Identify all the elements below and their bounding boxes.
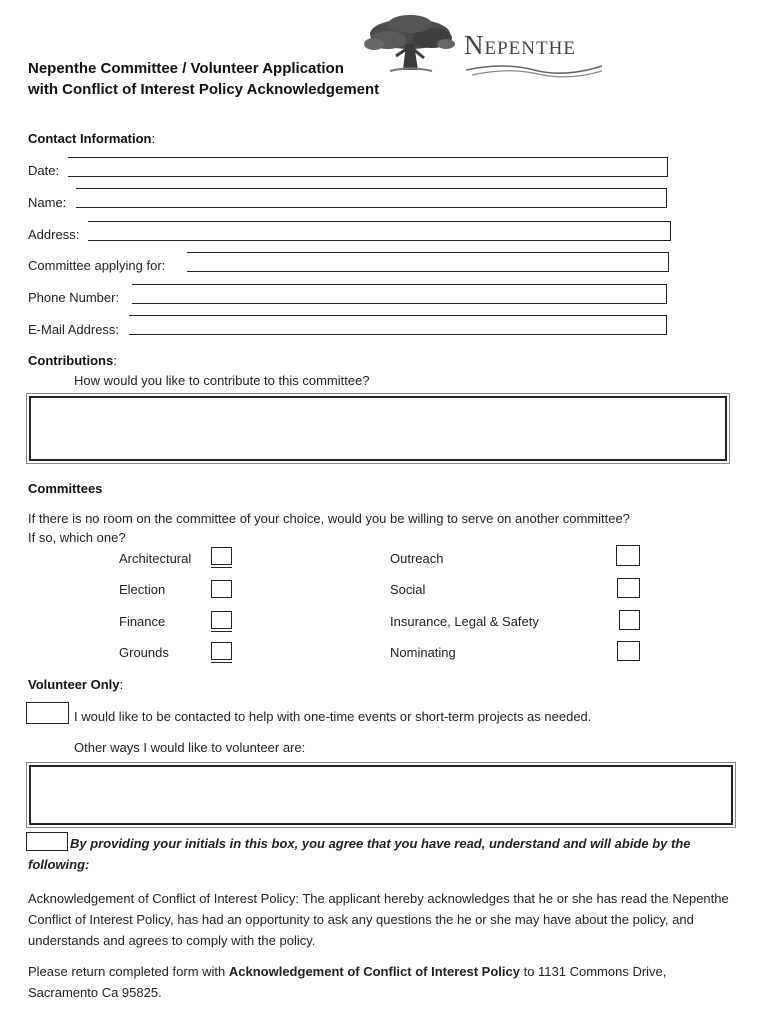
date-label: Date: <box>28 163 60 178</box>
title-line-2: with Conflict of Interest Policy Acknowledgement <box>28 81 380 98</box>
initials-box[interactable] <box>26 832 68 851</box>
contributions-prompt: How would you like to contribute to this committee? <box>74 373 370 388</box>
committee-label-finance: Finance <box>119 614 166 629</box>
committee-label-election: Election <box>119 582 166 597</box>
committee-label-grounds: Grounds <box>119 645 169 660</box>
checkbox-grounds-underline <box>211 662 232 663</box>
contact-heading: Contact Information: <box>28 131 156 146</box>
address-field[interactable] <box>88 221 671 241</box>
checkbox-outreach[interactable] <box>616 545 640 566</box>
contributions-textarea[interactable] <box>26 393 730 464</box>
committee-applying-label: Committee applying for: <box>28 258 166 273</box>
checkbox-nominating[interactable] <box>617 641 640 661</box>
checkbox-architectural-underline <box>211 567 232 568</box>
date-field[interactable] <box>68 157 668 177</box>
address-label: Address: <box>28 227 80 242</box>
volunteer-other-textarea-frame <box>29 765 733 825</box>
committee-label-architectural: Architectural <box>119 551 192 566</box>
name-label: Name: <box>28 195 67 210</box>
contributions-heading: Contributions: <box>28 353 117 368</box>
committee-label-nominating: Nominating <box>390 645 456 660</box>
phone-label: Phone Number: <box>28 290 120 305</box>
checkbox-finance-underline <box>211 631 232 632</box>
checkbox-architectural[interactable] <box>211 547 232 565</box>
logo <box>360 14 610 78</box>
committees-question-line-2: If so, which one? <box>28 530 126 545</box>
logo-swoosh-icon <box>464 60 604 80</box>
checkbox-insurance-legal-safety[interactable] <box>619 610 640 630</box>
contributions-textarea-frame <box>29 396 727 461</box>
committees-heading: Committees <box>28 481 103 496</box>
phone-field[interactable] <box>132 284 667 304</box>
volunteer-contact-text: I would like to be contacted to help with one-time events or short-term projects as needed. <box>74 709 592 724</box>
volunteer-other-textarea[interactable] <box>26 762 736 828</box>
committee-label-insurance-legal-safety: Insurance, Legal & Safety <box>390 614 539 629</box>
title-line-1: Nepenthe Committee / Volunteer Application <box>28 60 344 77</box>
acknowledgement-paragraph: Acknowledgement of Conflict of Interest Policy: The applicant hereby acknowledges that he or she has read the Nepenthe Conflict of Interest Policy, has had an opportunity to ask any questions the he or she may have about the policy, and understands and agrees to comply with the policy. <box>28 891 729 948</box>
oak-tree-icon <box>360 14 460 78</box>
checkbox-grounds[interactable] <box>211 642 232 660</box>
checkbox-finance[interactable] <box>211 611 232 629</box>
initials-statement-line-1: By providing your initials in this box, you agree that you have read, understand and will abide by the <box>70 836 691 851</box>
committee-label-outreach: Outreach <box>390 551 444 566</box>
name-field[interactable] <box>76 188 667 208</box>
committee-label-social: Social <box>390 582 426 597</box>
checkbox-election[interactable] <box>211 580 232 598</box>
email-label: E-Mail Address: <box>28 322 120 337</box>
committee-applying-field[interactable] <box>187 252 669 272</box>
checkbox-social[interactable] <box>617 578 640 598</box>
volunteer-other-prompt: Other ways I would like to volunteer are: <box>74 740 306 755</box>
volunteer-contact-checkbox[interactable] <box>26 702 69 724</box>
volunteer-heading: Volunteer Only: <box>28 677 124 692</box>
committees-question-line-1: If there is no room on the committee of your choice, would you be willing to serve on another committee? <box>28 511 630 526</box>
email-field[interactable] <box>129 315 667 335</box>
return-instructions: Please return completed form with Acknowledgement of Conflict of Interest Policy to 1131 Commons Drive, Sacramento Ca 95825. <box>28 964 667 1000</box>
initials-statement-line-2: following: <box>28 857 90 872</box>
logo-wordmark: Nepenthe <box>464 30 576 60</box>
